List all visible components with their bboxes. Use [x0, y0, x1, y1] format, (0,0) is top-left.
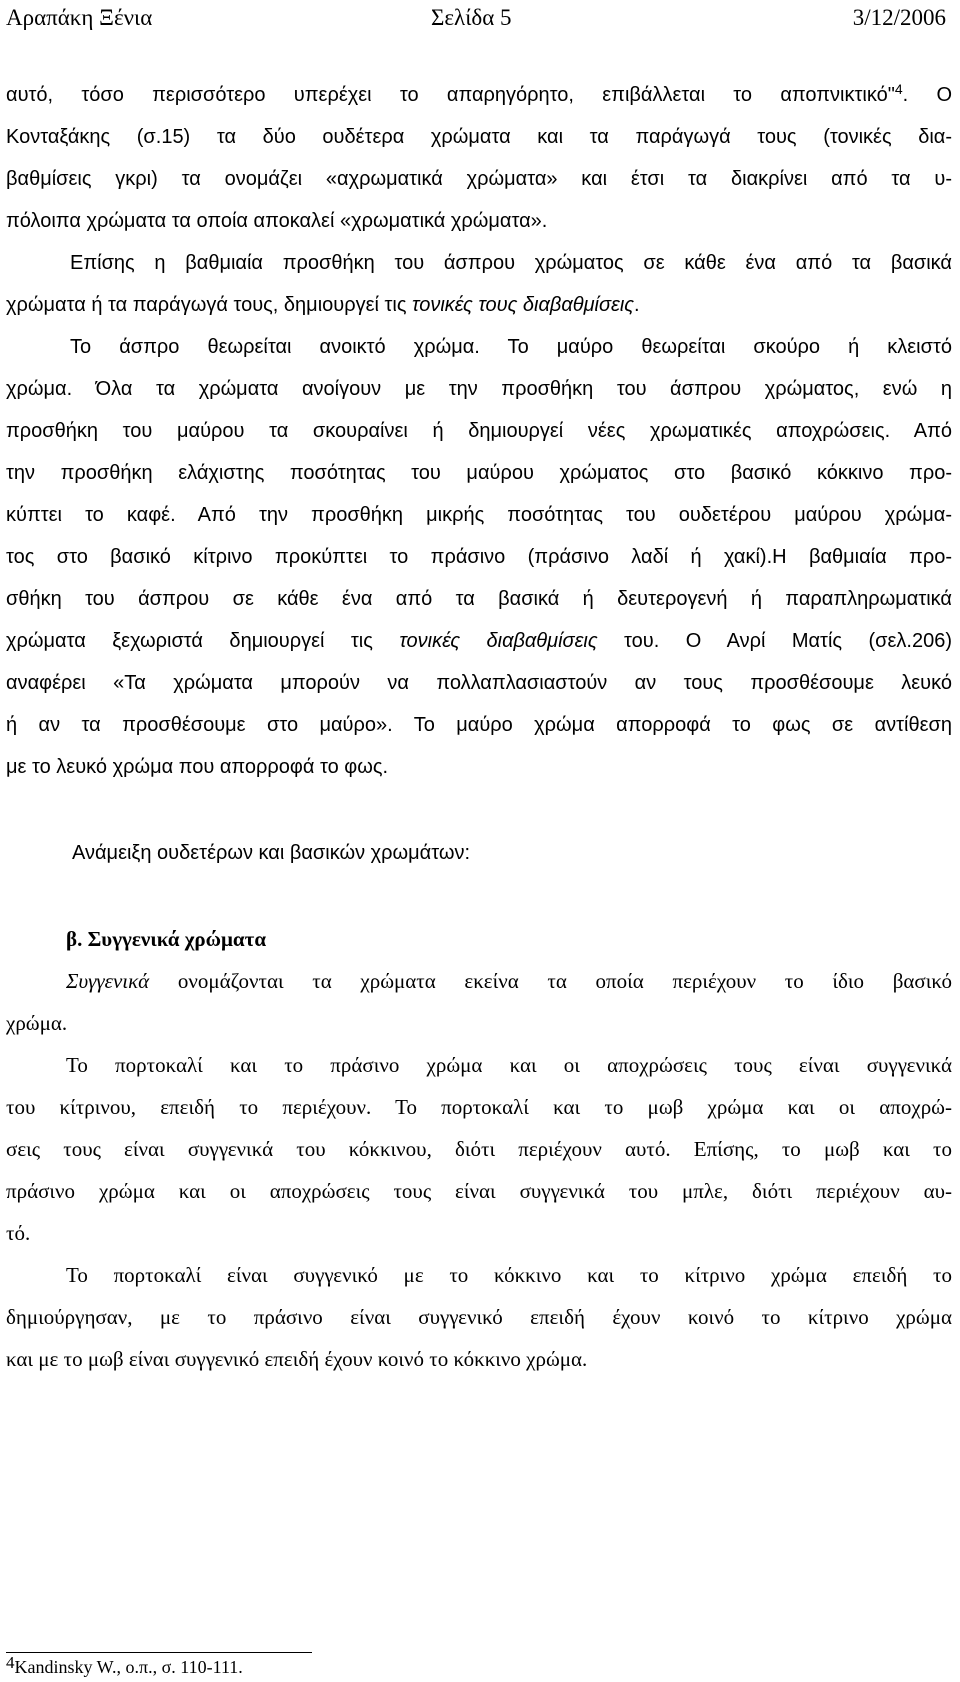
footnote-ref[interactable]: 4 [894, 81, 903, 97]
text-line: χρώμα. Όλα τα χρώματα ανοίγουν με την προσθήκη του άσπρου χρώματος, ενώ η [6, 378, 952, 400]
text-line: του κίτρινου, επειδή το περιέχουν. Το πορτοκαλί και το μωβ χρώμα και οι αποχρώ- [6, 1095, 952, 1119]
paragraph-white-addition [6, 242, 952, 326]
text-line: τό. [6, 1221, 31, 1245]
page-header [6, 2, 946, 34]
text-line: Συγγενικά ονομάζονται τα χρώματα εκείνα τα οποία περιέχουν το ίδιο βασικό [66, 969, 952, 993]
mixing-heading: Ανάμειξη ουδετέρων και βασικών χρωμάτων: [72, 842, 470, 864]
paragraph-achromatic [6, 74, 952, 242]
document-body [6, 74, 952, 1380]
section-title: β. Συγγενικά χρώματα [66, 927, 267, 951]
header-page-number: Σελίδα 5 [431, 5, 512, 30]
text-line: κύπτει το καφέ. Από την προσθήκη μικρής ποσότητας του ουδετέρου μαύρου χρώμα- [6, 504, 952, 526]
paragraph-light-dark [6, 326, 952, 788]
footnote-separator [6, 1652, 312, 1653]
text-line: ή αν τα προσθέσουμε στο μαύρο». Το μαύρο χρώμα απορροφά το φως σε αντίθεση [6, 714, 952, 736]
header-author: Αραπάκη Ξένια [6, 5, 153, 30]
text-line: Επίσης η βαθμιαία προσθήκη του άσπρου χρώματος σε κάθε ένα από τα βασικά [70, 252, 952, 274]
text-line: βαθμίσεις γκρι) τα ονομάζει «αχρωματικά χρώματα» και έτσι τα διακρίνει από τα υ- [6, 168, 952, 190]
text-line: δημιούργησαν, με το πράσινο είναι συγγενικό επειδή έχουν κοινό το κίτρινο χρώμα [6, 1305, 952, 1329]
text-line: πράσινο χρώμα και οι αποχρώσεις τους είναι συγγενικά του μπλε, διότι περιέχουν αυ- [6, 1179, 952, 1203]
blank-line [6, 788, 952, 830]
text-line: Το πορτοκαλί είναι συγγενικό με το κόκκινο και το κίτρινο χρώμα επειδή το [66, 1263, 952, 1287]
footnote [6, 1654, 243, 1680]
text-line: πόλοιπα χρώματα τα οποία αποκαλεί «χρωματικά χρώματα». [6, 210, 548, 232]
text-line: τος στο βασικό κίτρινο προκύπτει το πράσινο (πράσινο λαδί ή χακί).Η βαθμιαία προ- [6, 546, 952, 568]
text-line: σεις τους είναι συγγενικά του κόκκινου, διότι περιέχουν αυτό. Επίσης, το μωβ και το [6, 1137, 952, 1161]
text-line: την προσθήκη ελάχιστης ποσότητας του μαύρου χρώματος στο βασικό κόκκινο προ- [6, 462, 952, 484]
text-line: με το λευκό χρώμα που απορροφά το φως. [6, 756, 389, 778]
footnote-text: Kandinsky W., ο.π., σ. 110-111. [14, 1657, 243, 1677]
header-date: 3/12/2006 [852, 5, 946, 30]
paragraph-related-examples [6, 1044, 952, 1254]
text-line: Το πορτοκαλί και το πράσινο χρώμα και οι αποχρώσεις τους είναι συγγενικά [66, 1053, 952, 1077]
text-line: σθήκη του άσπρου σε κάθε ένα από τα βασικά ή δευτερογενή ή παραπληρωματικά [6, 588, 952, 610]
text-line: χρώματα ή τα παράγωγά τους, δημιουργεί τις τονικές τους διαβαθμίσεις. [6, 294, 640, 316]
text-line: χρώμα. [6, 1011, 68, 1035]
text-line: Το άσπρο θεωρείται ανοικτό χρώμα. Το μαύρο θεωρείται σκούρο ή κλειστό [70, 336, 952, 358]
section-related-colors [6, 918, 952, 1044]
paragraph-orange-relations [6, 1254, 952, 1380]
blank-line [6, 876, 952, 918]
text-line: προσθήκη του μαύρου τα σκουραίνει ή δημιουργεί νέες χρωματικές αποχρώσεις. Από [6, 420, 952, 442]
text-line: αυτό, τόσο περισσότερο υπερέχει το απαρηγόρητο, επιβάλλεται το αποπνικτικό"$^4$. Ο [6, 81, 953, 106]
text-line: αναφέρει «Τα χρώματα μπορούν να πολλαπλασιαστούν αν τους προσθέσουμε λευκό [6, 672, 952, 694]
text-line: Κονταξάκης (σ.15) τα δύο ουδέτερα χρώματα και τα παράγωγά τους (τονικές δια- [6, 126, 952, 148]
text-line: και με το μωβ είναι συγγενικό επειδή έχουν κοινό το κόκκινο χρώμα. [6, 1347, 588, 1371]
footnote-number: 4 [6, 1653, 15, 1672]
text-line: χρώματα ξεχωριστά δημιουργεί τις τονικές διαβαθμίσεις του. Ο Ανρί Ματίς (σελ.206) [6, 630, 952, 652]
